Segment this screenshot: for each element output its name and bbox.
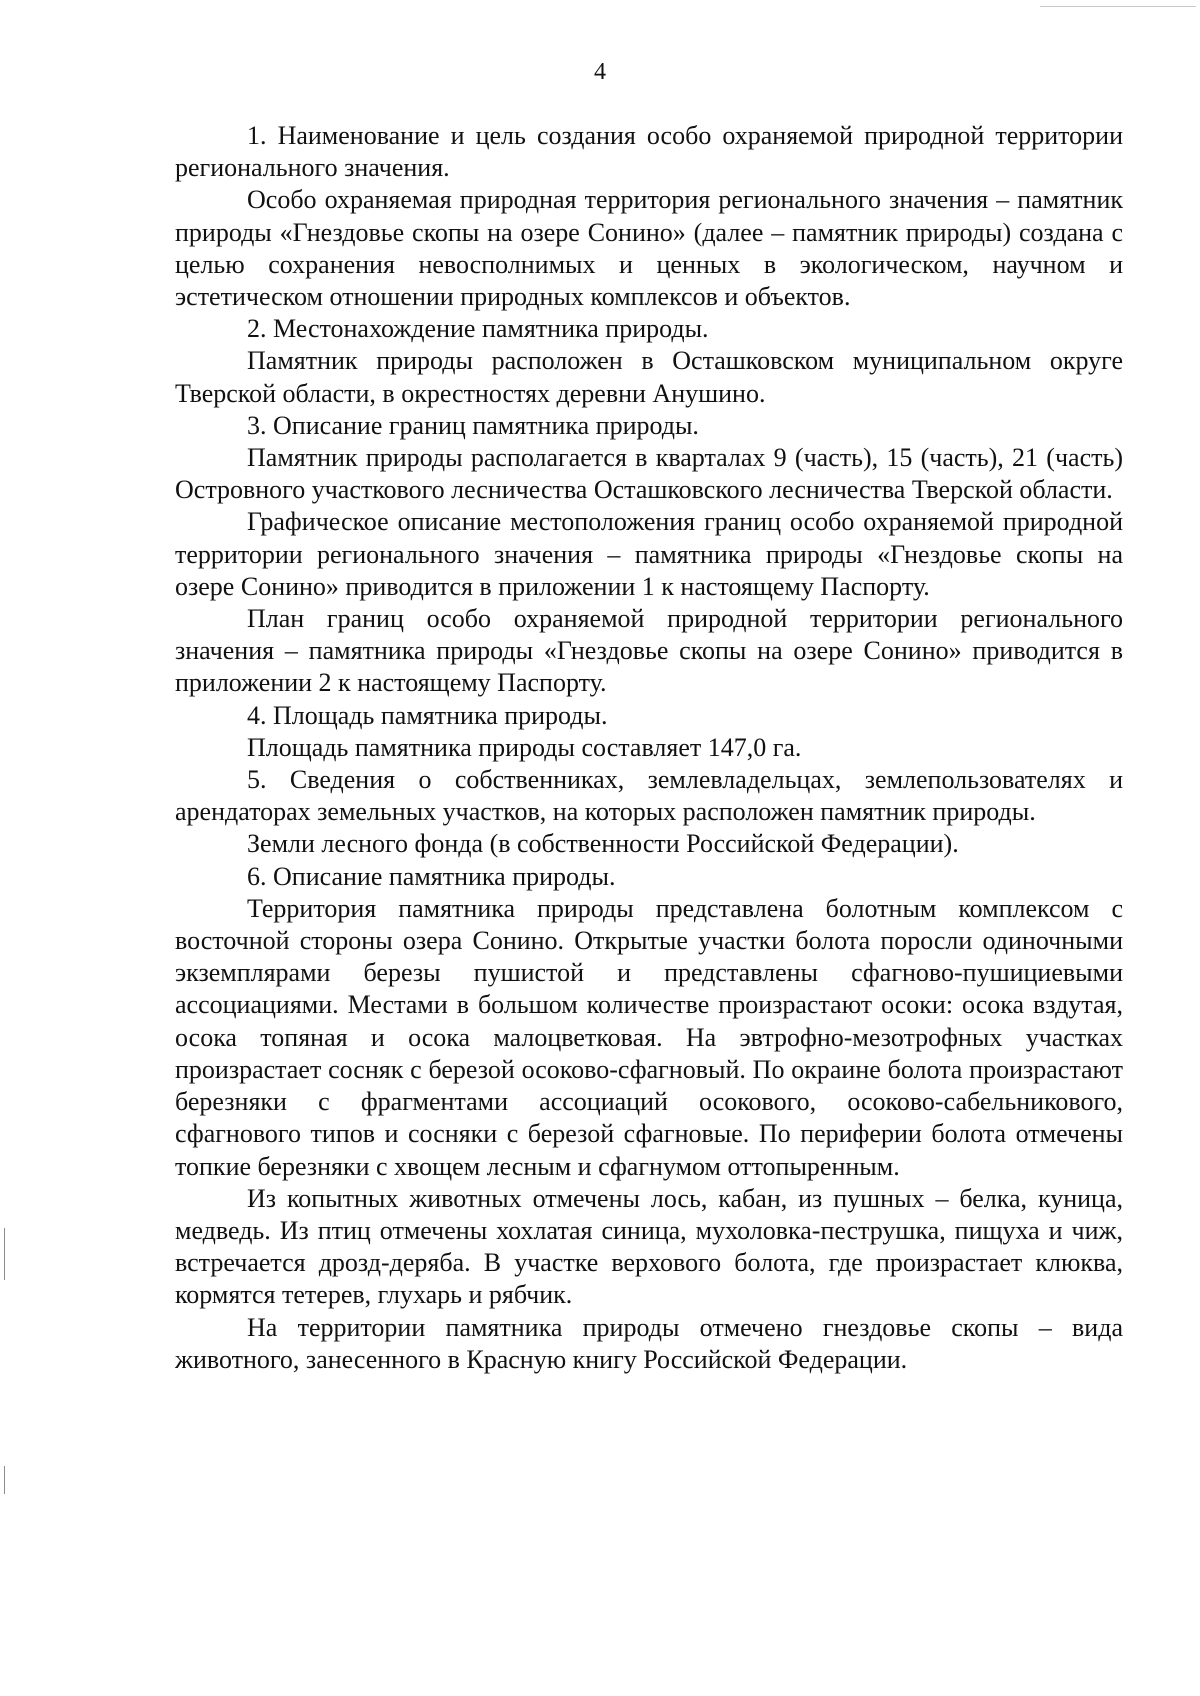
section-heading-1: 1. Наименование и цель создания особо охраняемой природной территории регионального значения. bbox=[175, 121, 1123, 183]
section-heading-3: 3. Описание границ памятника природы. bbox=[247, 410, 699, 440]
paragraph: Территория памятника природы представлена болотным комплексом с восточной стороны озера Сонино. Открытые участки болота поросли одиночными экземплярами березы пушистой и представлены сфагново-пушициевыми ассоциациями. Местами в большом количестве произрастают осоки: осока вздутая, осока топяная и осока малоцветковая. На эвтрофно-мезотрофных участках произрастает сосняк с березой осоково-сфагновый. По окраине болота произрастают березняки с фрагментами ассоциаций осокового, осоково-сабельникового, сфагнового типов и сосняки с березой сфагновые. По периферии болота отмечены топкие березняки с хвощем лесным и сфагнумом оттопыренным. bbox=[175, 893, 1123, 1181]
page-number: 4 bbox=[594, 59, 606, 85]
paragraph: Особо охраняемая природная территория регионального значения – памятник природы «Гнездовье скопы на озере Сонино» (далее – памятник природы) создана с целью сохранения невосполнимых и ценных в экологическом, научном и эстетическом отношении природных комплексов и объектов. bbox=[175, 185, 1123, 312]
paragraph: Из копытных животных отмечены лось, кабан, из пушных – белка, куница, медведь. Из птиц отмечены хохлатая синица, мухоловка-пеструшка, пищуха и чиж, встречается дрозд-деряба. В участке верхового болота, где произрастает клюква, кормятся тетерев, глухарь и рябчик. bbox=[175, 1183, 1123, 1310]
section-heading-5: 5. Сведения о собственниках, землевладельцах, землепользователях и арендаторах земельных участков, на которых расположен памятник природы. bbox=[175, 765, 1123, 827]
paragraph: Графическое описание местоположения границ особо охраняемой природной территории регионального значения – памятника природы «Гнездовье скопы на озере Сонино» приводится в приложении 1 к настоящему Паспорту. bbox=[175, 507, 1123, 601]
scan-edge-line bbox=[1040, 6, 1196, 7]
paragraph: Земли лесного фонда (в собственности Российской Федерации). bbox=[247, 829, 959, 859]
scan-margin-mark bbox=[4, 1466, 5, 1494]
paragraph: Памятник природы расположен в Осташковском муниципальном округе Тверской области, в окрестностях деревни Анушино. bbox=[175, 346, 1123, 408]
paragraph: Памятник природы располагается в кварталах 9 (часть), 15 (часть), 21 (часть) Островного участкового лесничества Осташковского лесничества Тверской области. bbox=[175, 443, 1123, 505]
paragraph: На территории памятника природы отмечено гнездовье скопы – вида животного, занесенного в Красную книгу Российской Федерации. bbox=[175, 1312, 1123, 1374]
document-body bbox=[175, 120, 1123, 1376]
section-heading-6: 6. Описание памятника природы. bbox=[247, 861, 616, 891]
scan-margin-mark bbox=[4, 1228, 5, 1280]
paragraph: Площадь памятника природы составляет 147,0 га. bbox=[247, 732, 802, 762]
paragraph: План границ особо охраняемой природной территории регионального значения – памятника природы «Гнездовье скопы на озере Сонино» приводится в приложении 2 к настоящему Паспорту. bbox=[175, 604, 1123, 698]
section-heading-2: 2. Местонахождение памятника природы. bbox=[247, 314, 709, 344]
section-heading-4: 4. Площадь памятника природы. bbox=[247, 700, 608, 730]
